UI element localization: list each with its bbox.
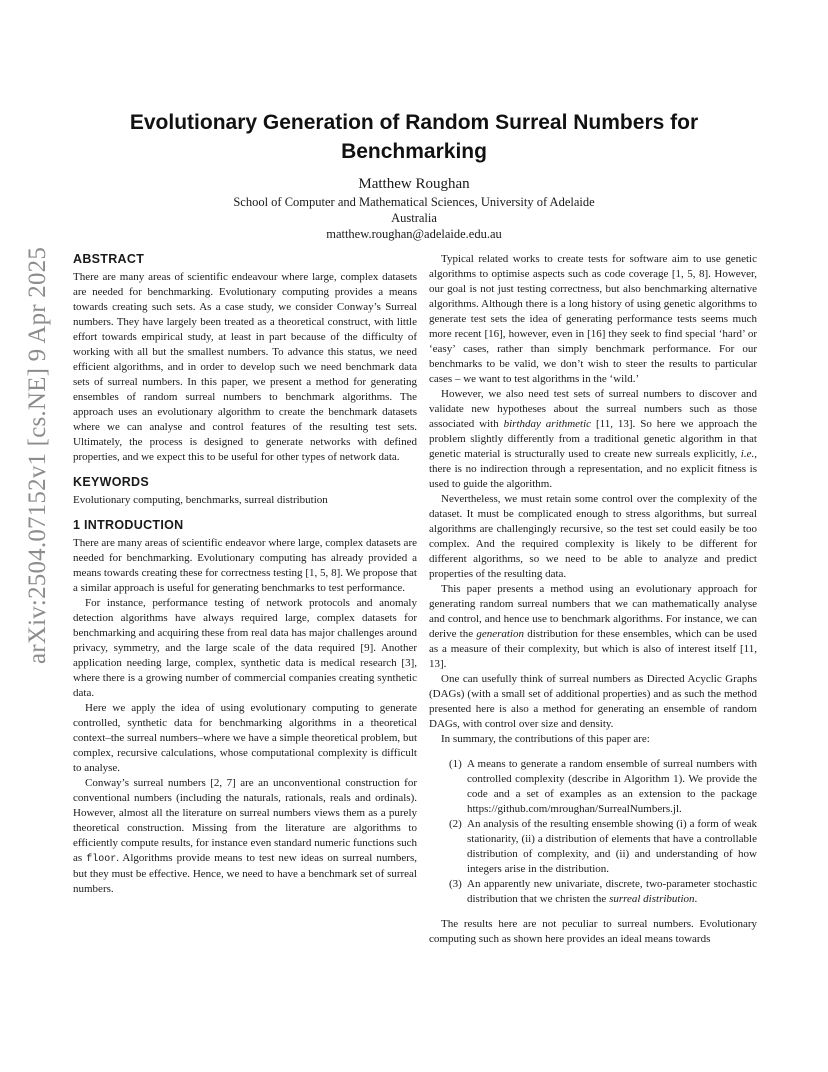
list-item: (3) An apparently new univariate, discrete, two-parameter stochastic distribution that we christen the surreal distribution. [449,878,757,905]
abstract-heading: ABSTRACT [73,252,145,266]
keywords-heading: KEYWORDS [73,475,150,489]
list-item: (1) A means to generate a random ensemble of surreal numbers with controlled complexity (describe in Algorithm 1). We provide the code and a set of examples as an extension to the package https://github.com/mroughan/SurrealNumbers.jl. [449,758,757,815]
title-line-2: Benchmarking [341,140,487,163]
abstract-text: There are many areas of scientific endeavour where large, complex datasets are needed for benchmarking. Evolutionary computing provides a means towards creating such sets. As a case study, we consider Conway’s Surreal numbers. They have largely been treated as a theoretical construct, with little effort towards empirical study, at least in part because of the difficulty of working with all but the smallest numbers. To advance this status, we need efficient algorithms, and in order to develop such we need benchmark data sets of surreal numbers. In this paper, we present a method for generating ensembles of random surreal numbers to benchmark algorithms. The approach uses an evolutionary algorithm to create the benchmark datasets where we can analyse and control features of the resulting test sets. Ultimately, the process is designed to generate networks with defined properties, and we expect this to be useful for other types of network data. [73,271,417,463]
intro-paragraph-1: There are many areas of scientific endeavor where large, complex datasets are needed for benchmarking. Evolutionary computing has already provided a means towards creating these for correctness testing [1, 5, 8]. We propose that a similar approach is useful for generating benchmarks to test performance. [73,537,417,594]
keywords-text: Evolutionary computing, benchmarks, surreal distribution [73,494,328,506]
intro-paragraph-4: Conway’s surreal numbers [2, 7] are an unconventional construction for conventional numbers (including the naturals, rationals, reals and ordinals). However, almost all the literature on surreal numbers views them as a purely theoretical construction. Missing from the literature are algorithms to efficiently compute results, for instance even standard numeric functions such as floor. Algorithms provide means to test new ideas on surreal numbers, but they must be effective. Hence, we need to have a benchmark set of surreal numbers. [73,777,417,895]
paper-title [80,108,748,166]
right-column [429,252,757,947]
author-name: Matthew Roughan [358,176,470,192]
introduction-heading: 1 INTRODUCTION [73,518,184,532]
author-block [140,174,688,242]
intro-paragraph-3: Here we apply the idea of using evolutionary computing to generate controlled, synthetic data for benchmarking algorithms in a theoretical context–the surreal numbers–where we have a simple theoretical problem, but complex, recursive calculations, whose computational complexity is difficult to analyse. [73,702,417,774]
right-paragraph-7: The results here are not peculiar to surreal numbers. Evolutionary computing such as shown here provides an ideal means towards [429,918,757,945]
arxiv-stamp: arXiv:2504.07152v1 [cs.NE] 9 Apr 2025 [24,246,51,664]
list-item: (2) An analysis of the resulting ensemble showing (i) a form of weak stationarity, (ii) a distribution of elements that have a controllable distribution of complexity, and (ii) and understanding of how integers arise in the distribution. [449,818,757,875]
left-column [73,252,417,897]
right-paragraph-3: Nevertheless, we must retain some control over the complexity of the dataset. It must be complicated enough to stress algorithms, but surreal algorithms are challengingly recursive, so the test set could easily be too complex. And the required complexity is likely to be different for different algorithms, so we need to be able to analyze and predict properties of the resulting data. [429,493,757,580]
intro-paragraph-2: For instance, performance testing of network protocols and anomaly detection algorithms have always required large, complex datasets for benchmarking and acquiring these from real data has major challenges around privacy, symmetry, and the large scale of the data required [9]. Another application needing large, complex, synthetic data is medical research [3], where there is a growing number of commercial companies creating synthetic data. [73,597,417,699]
inline-code-floor: floor [86,854,117,865]
right-paragraph-4: This paper presents a method using an evolutionary approach for generating random surreal numbers that we can mathematically analyse and control, and hence use to benchmark algorithms. For instance, we can derive the generation distribution for these ensembles, which can be used as a measure of their complexity, but which is also of interest itself [11, 13]. [429,583,757,670]
right-paragraph-6: In summary, the contributions of this paper are: [441,733,650,745]
title-line-1: Evolutionary Generation of Random Surreal Numbers for [129,111,699,134]
author-email[interactable]: matthew.roughan@adelaide.edu.au [326,227,502,241]
affiliation: School of Computer and Mathematical Sciences, University of Adelaide [233,195,595,209]
right-paragraph-1: Typical related works to create tests for software aim to use genetic algorithms to optimise aspects such as code coverage [1, 5, 8]. However, our goal is not just testing correctness, but also benchmarking alternative algorithms. Although there is a long history of using genetic algorithms to generate test sets the idea of generating performance tests seems much more recent [16], however, even in [16] they seek to find special ‘hard’ or ‘easy’ cases, rather than simply benchmark performance. For our benchmarks to be valid, we don’t wish to steer the results to particular cases – we want to test algorithms in the ‘wild.’ [429,253,757,385]
right-paragraph-5: One can usefully think of surreal numbers as Directed Acyclic Graphs (DAGs) (with a small set of additional properties) and as such the method presented here is also a method for generating an ensemble of random DAGs, with control over size and density. [429,673,757,730]
right-paragraph-2: However, we also need test sets of surreal numbers to discover and validate new hypotheses about the surreal numbers such as those associated with birthday arithmetic [11, 13]. So here we approach the problem slightly differently from a traditional genetic algorithm in that genetic material is structurally used to create new surreals explicitly, i.e., there is no indirection through a representation, and no explicit fitness is used to guide the algorithm. [429,388,758,490]
contributions-list [429,757,757,907]
country: Australia [391,211,437,225]
